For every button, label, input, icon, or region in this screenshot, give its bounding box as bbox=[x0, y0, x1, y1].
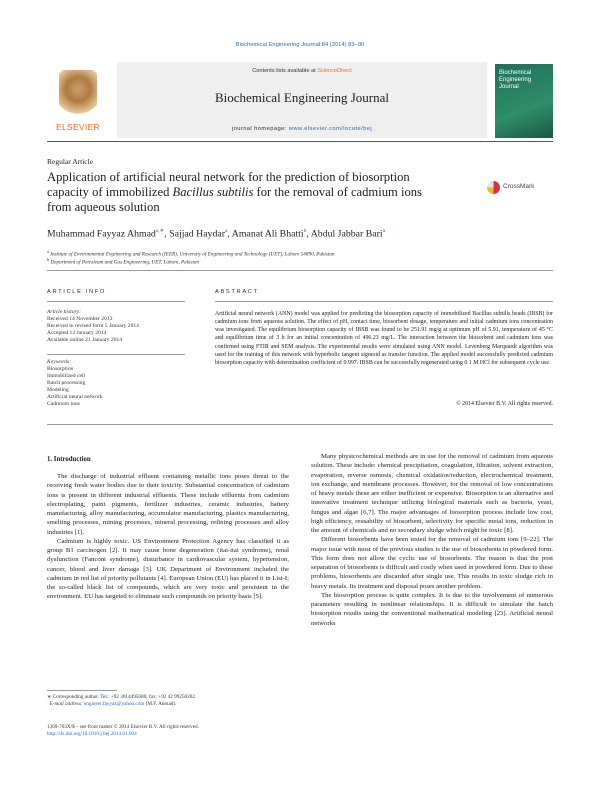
keywords-label: Keywords: bbox=[47, 359, 72, 365]
body-paragraph: Cadmium is highly toxic. US Environment Protection Agency has classified it as group B1 carcinogen [2]. It may cause bone degeneration (itai-itai syndrome), renal dysfunction (Fanconi syndrome), disturbance in cardiovascular system, hypertension, cancer, blood and liver damage [3]. UK Department of Environment included the cadmium in red list of priority pollutants [4]. European Union (EU) has placed it in List-I; the so-called black list of compounds, which are very toxic and persistent in the environment. EU has targeted to eliminate such compounds on priority basis [5]. bbox=[47, 537, 289, 601]
section-heading-introduction: 1. Introduction bbox=[47, 456, 91, 463]
journal-cover-thumbnail[interactable]: Biochemical Engineering Journal bbox=[495, 64, 553, 138]
crossmark-label: CrossMark bbox=[503, 183, 535, 190]
publisher-name: ELSEVIER bbox=[56, 122, 100, 132]
article-type: Regular Article bbox=[47, 157, 94, 166]
article-history bbox=[47, 309, 185, 344]
body-paragraph: The discharge of industrial effluent containing metallic ions poses threat to the receiving fresh water bodies due to their toxicity. Substantial concentration of cadmium ions is present in different industrial effluents. These include effluents from cadmium electroplating, paint pigments, fertilizer industries, ceramic industries, battery manufacturing, alloy manufacturing, accumulator manufacturing, plastics manufacturing, smelting processes, mining processes, mineral processing, refining processes and alloy industries [1]. bbox=[47, 473, 289, 536]
elsevier-logo[interactable] bbox=[47, 68, 109, 134]
affiliation-divider bbox=[47, 270, 553, 271]
affiliation-marker: b bbox=[47, 257, 50, 262]
article-info-heading: ARTICLE INFO bbox=[47, 289, 107, 295]
keyword[interactable]: Biosorption bbox=[47, 366, 74, 372]
sciencedirect-link[interactable]: ScienceDirect bbox=[317, 68, 352, 74]
email-label: E-mail address: bbox=[49, 701, 84, 707]
author-affil-marker[interactable]: a,∗ bbox=[155, 228, 165, 234]
contents-prefix: Contents lists available at bbox=[252, 68, 318, 74]
abstract-heading: ABSTRACT bbox=[215, 289, 259, 295]
keywords-rule bbox=[47, 354, 185, 355]
body-column-right bbox=[311, 452, 553, 628]
author-name[interactable]: Muhammad Fayyaz Ahmad bbox=[47, 228, 156, 240]
author-list bbox=[47, 228, 385, 239]
email-suffix: (M.F. Ahmad). bbox=[144, 701, 177, 707]
keyword[interactable]: Batch processing bbox=[47, 380, 86, 386]
running-header[interactable]: Biochemical Engineering Journal 84 (2014) 83–90 bbox=[235, 42, 365, 48]
history-item: Received in revised form 5 January 2014 bbox=[47, 323, 139, 329]
contents-line bbox=[117, 68, 487, 74]
body-paragraph: Different biosorbents have been tested for the removal of cadmium ions [9–22]. The major issue with most of the previous studies is the use of biosorbents in powdered form. This form does not allow the cyclic use of biosorbents. The reason is that the post separation of biosorbents is difficult and costly when used in powdered form. Due to these problems, biosorbents are discarded after single use. This results in toxic sludge rich in heavy metals. Its treatment and disposal poses another problem. bbox=[311, 536, 553, 590]
masthead-divider bbox=[47, 141, 553, 142]
author-separator: , bbox=[227, 228, 232, 240]
author-affil-marker[interactable]: a bbox=[382, 228, 386, 234]
footnote-rule bbox=[47, 690, 117, 691]
abstract-rule bbox=[215, 301, 553, 302]
history-item: Available online 21 January 2014 bbox=[47, 337, 123, 343]
elsevier-tree-icon bbox=[59, 70, 97, 118]
homepage-link[interactable]: www.elsevier.com/locate/bej bbox=[288, 126, 373, 132]
body-paragraph: Many physicochemical methods are in use for the removal of cadmium from aqueous solution. These include: chemical precipitation, coagulation, filtration, solvent extraction, evaporation, reverse osmosis, chemical oxidation/reduction, electrochemical treatment, ion exchange, and membrane processes. However, for the removal of low concentrations of heavy metals these are either inefficient or expensive. Biosorption is an alternative and innovative treatment technique utilizing biological materials such as bacteria, yeast, fungus and algae [6,7]. The major advantages of biosorption process include low cost, high efficiency, reusability of biosorbent, selectivity for specific metal ions, reduction in the amount of chemicals and no secondary sludge which might be toxic [8]. bbox=[311, 453, 553, 534]
history-label: Article history: bbox=[47, 309, 82, 315]
author-name[interactable]: Amanat Ali Bhatti bbox=[231, 228, 304, 240]
homepage-prefix: journal homepage: bbox=[231, 126, 289, 132]
author-separator: , bbox=[306, 228, 311, 240]
publication-footer bbox=[47, 724, 347, 738]
author-name[interactable]: Abdul Jabbar Bari bbox=[310, 228, 383, 240]
article-title bbox=[47, 170, 447, 215]
copyright: © 2014 Elsevier B.V. All rights reserved. bbox=[456, 401, 553, 407]
affiliation-marker: a bbox=[47, 249, 49, 254]
title-species: Bacillus subtilis bbox=[172, 185, 254, 199]
journal-title: Biochemical Engineering Journal bbox=[214, 90, 389, 105]
crossmark-button[interactable] bbox=[487, 180, 547, 196]
abstract-text: Artificial neural network (ANN) model was applied for predicting the biosorption capacity of immobilized Bacillus subtilis beads (IBSB) for cadmium ions from aqueous solution. The effect of pH, contact time, biosorbent dosage, temperature and initial cadmium ions concentration was investigated. The equilibrium biosorption capacity of IBSB was found to be 251.91 mg/g at optimum pH of 5.91, temperature of 45 °C and equilibrium time of 3 h for an initial concentration of 496.23 mg/L. The interaction between the biosorbent and cadmium ions was confirmed using FTIR and SEM analysis. The experimental results were simulated using ANN model. Levenberg Marquardt algorithm was used for the training of this network with hyperbolic tangent sigmoid as transfer function. The applied model successfully predicted cadmium biosorption capacity with determination coefficient of 0.997. IBSB can be successfully regenerated using 0.1 M HCl for subsequent cycle use. bbox=[215, 311, 553, 366]
affiliation-text: Department of Petroleum and Gas Engineering, UET, Lahore, Pakistan bbox=[50, 259, 200, 266]
history-item: Received 14 November 2013 bbox=[47, 316, 113, 322]
keyword[interactable]: Immobilized cell bbox=[47, 373, 86, 379]
keyword[interactable]: Modeling bbox=[47, 387, 69, 393]
keyword[interactable]: Artificial neural network bbox=[47, 394, 103, 400]
author-affil-marker[interactable]: a bbox=[224, 228, 228, 234]
author-affil-marker[interactable]: b bbox=[303, 228, 307, 234]
masthead-band bbox=[117, 62, 487, 138]
author-name[interactable]: Sajjad Haydar bbox=[169, 228, 225, 240]
history-item: Accepted 12 January 2014 bbox=[47, 330, 107, 336]
corresponding-author-footnote bbox=[47, 694, 289, 708]
affiliation-text: Institute of Environmental Engineering and Research (IEER), University of Engineering and Technology (UET), Lahore 54890, Pakistan bbox=[50, 251, 335, 258]
affiliation bbox=[47, 257, 199, 266]
body-column-left bbox=[47, 472, 289, 602]
keyword[interactable]: Cadmium ions bbox=[47, 401, 80, 407]
title-part2: for the removal of cadmium ions from aqueous solution bbox=[47, 185, 422, 214]
issn-line: 1369-703X/$ – see front matter © 2014 Elsevier B.V. All rights reserved. bbox=[47, 724, 199, 730]
body-paragraph: The biosorption process is quite complex. It is due to the involvement of numerous parameters resulting in nonlinear relationships. It is difficult to simulate the batch biosorption results using the conventional mathematical modeling [23]. Artificial neural networks bbox=[311, 591, 553, 627]
footnote-contact: ∗ Corresponding author. Tel.: +92 3014495686; fax: +92 42 99250202. bbox=[47, 694, 197, 700]
article-info-rule bbox=[47, 301, 185, 302]
journal-masthead bbox=[47, 62, 553, 138]
keywords bbox=[47, 359, 185, 408]
crossmark-icon bbox=[487, 181, 500, 194]
email-link[interactable]: engineer.fayyaz@yahoo.com bbox=[83, 701, 145, 707]
journal-homepage bbox=[117, 126, 487, 132]
title-part1: Application of artificial neural network for the prediction of biosorption capacity of immobilized bbox=[47, 170, 410, 199]
author-separator: , bbox=[164, 228, 170, 240]
abstract-divider bbox=[47, 424, 553, 425]
doi-link[interactable]: http://dx.doi.org/10.1016/j.bej.2014.01.004 bbox=[47, 731, 137, 737]
